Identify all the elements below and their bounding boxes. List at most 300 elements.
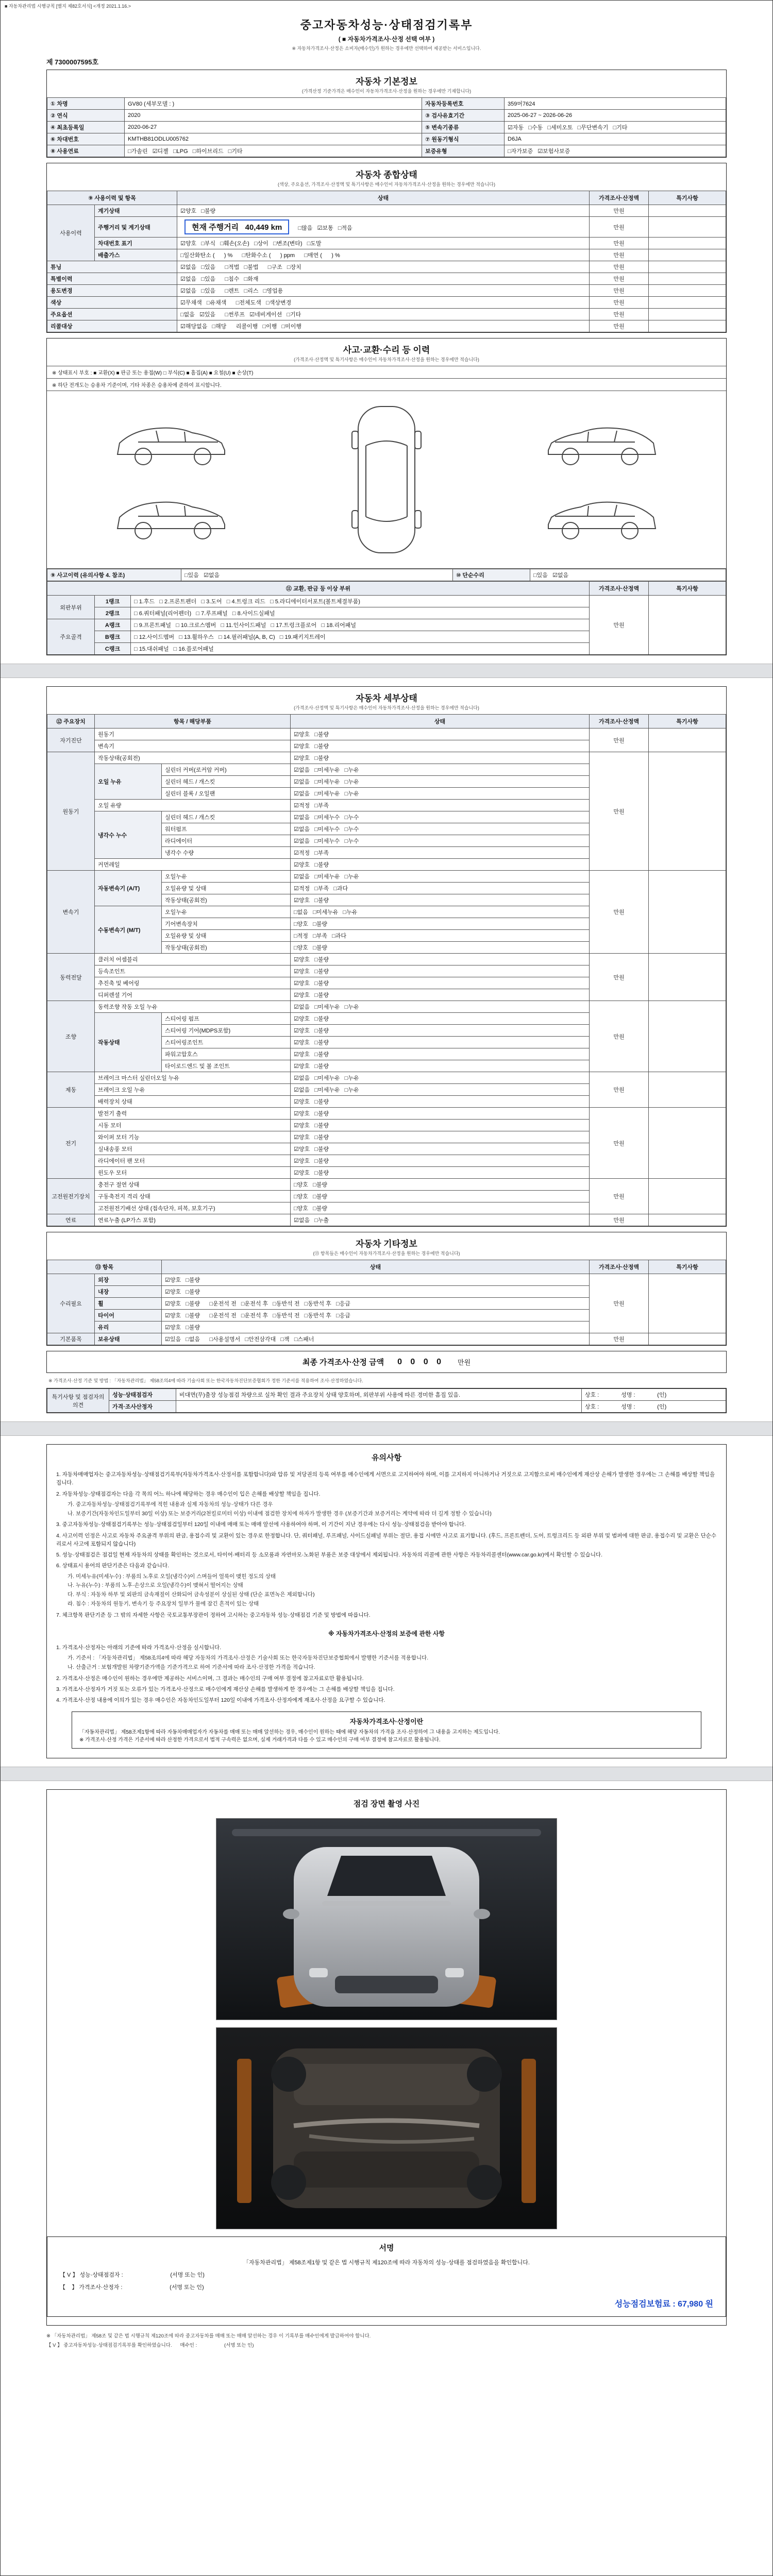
- current-mileage: 현재 주행거리 40,449 km: [184, 219, 289, 234]
- column-header: ⑫ 주요장치: [47, 715, 95, 728]
- misc-title: 자동차 기타정보: [356, 1239, 417, 1249]
- status-cell: ☑양호 □불량: [291, 728, 590, 740]
- price-cell: 만원: [590, 217, 649, 238]
- remark-cell: [649, 1179, 726, 1214]
- rank-label: C랭크: [95, 643, 131, 655]
- group-label: 원동기: [47, 752, 95, 871]
- part-label: 브레이크 오일 누유: [95, 1084, 291, 1096]
- column-header: 특기사항: [649, 1260, 726, 1274]
- part-label: 오일 유량: [95, 800, 291, 811]
- sub-group-label: 냉각수 누수: [95, 811, 162, 859]
- parts-list: □ 6.쿼터패널(리어펜더) □ 7.루프패널 □ 8.사이드실패널: [131, 607, 590, 619]
- table-header-row: [47, 582, 726, 596]
- row-label: 내장: [95, 1286, 162, 1298]
- field-value: □가솔린 ☑디젤 □LPG □하이브리드 □기타: [125, 145, 422, 157]
- misc-subtitle: (⑬ 항목들은 매수인이 자동차가격조사·산정을 원하는 경우에만 적습니다): [313, 1251, 460, 1256]
- status-cell: ☑양호 □불량: [291, 859, 590, 871]
- status-cell: ☑양호 □불량: [291, 1060, 590, 1072]
- overall-table: [47, 191, 726, 332]
- car-top-view-icon: [348, 402, 425, 557]
- notice-item: 3. 중고자동차성능·상태점검기록부는 성능·상태점검일부터 120일 이내에 매매 또는 매매 알선에 사용하여야 하며, 이 기간이 지난 경우에는 다시 성능·상태점검을 받아야 합니다.: [56, 1521, 466, 1528]
- price-cell: 만원: [590, 871, 649, 954]
- overall-subtitle: (색상, 주요옵션, 가격조사·산정액 및 특기사항은 매수인이 자동차가격조사·산정을 원하는 경우에만 적습니다): [277, 182, 496, 187]
- notice-item: 5. 성능·상태점검은 점검일 현재 자동차의 상태를 확인하는 것으로서, 타이어·배터리 등 소모품과 자연마모·노화된 부품은 보증 대상에서 제외됩니다. 자동차의 리콜에 관한 사항은 자동차리콜센터(www.car.go.kr)에서 확인할 수 있습니다.: [56, 1552, 603, 1558]
- status-cell: ☑없음 □미세누유 □누유: [291, 1072, 590, 1084]
- remark-cell: [649, 309, 726, 320]
- group-label: 수리필요: [47, 1274, 95, 1333]
- field-label: ② 연식: [47, 110, 125, 122]
- status-cell: □양호 □불량: [291, 918, 590, 930]
- column-header: 상태: [177, 191, 590, 205]
- table-header-row: [47, 191, 726, 205]
- part-label: 기어변속장치: [162, 918, 291, 930]
- status-cell: ☑양호 □불량: [291, 1131, 590, 1143]
- status-cell: □일산화탄소 ( ) % □탄화수소 ( ) ppm □매연 ( ) %: [177, 249, 590, 261]
- part-label: 실내송풍 모터: [95, 1143, 291, 1155]
- part-label: 워터펌프: [162, 823, 291, 835]
- row-label: 유리: [95, 1321, 162, 1333]
- table-row: [47, 98, 726, 110]
- price-cell: 만원: [590, 205, 649, 217]
- status-cell: ☑양호 □불량: [291, 1167, 590, 1179]
- table-row: [47, 1401, 726, 1413]
- remark-cell: [649, 217, 726, 238]
- inspection-photo-2: [216, 2027, 557, 2229]
- price-cell: 만원: [590, 728, 649, 752]
- price-cell: 만원: [590, 1072, 649, 1108]
- status-cell: ☑양호 □불량: [291, 752, 590, 764]
- part-label: 시동 모터: [95, 1120, 291, 1131]
- part-label: 타이로드엔드 및 볼 조인트: [162, 1060, 291, 1072]
- car-side-views-left: [107, 409, 236, 550]
- parts-list: □ 15.대쉬패널 □ 16.플로어패널: [131, 643, 590, 655]
- car-side-views-right: [537, 409, 666, 550]
- accident-flags-table: [47, 569, 726, 581]
- opinion-author-label: 성능·상태점검자: [109, 1389, 176, 1401]
- row-label: 휠: [95, 1298, 162, 1310]
- group-label: 기본품목: [47, 1333, 95, 1345]
- row-label: 주행거리 및 계기상태: [95, 217, 177, 238]
- parts-list: □ 1.후드 □ 2.프론트펜더 □ 3.도어 □ 4.트렁크 리드 □ 5.라디에이터서포트(볼트체결부품): [131, 596, 590, 607]
- table-row: [47, 1001, 726, 1013]
- rank-label: 1랭크: [95, 596, 131, 607]
- status-cell: ☑양호 □부식 □훼손(오손) □상이 □변조(변타) □도말: [177, 238, 590, 249]
- table-row: [47, 217, 726, 238]
- part-label: 실린더 블록 / 오일팬: [162, 788, 291, 800]
- part-label: 작동상태(공회전): [162, 942, 291, 954]
- status-cell: ☑없음 □미세누유 □누유: [291, 764, 590, 776]
- group-label: 변속기: [47, 871, 95, 954]
- part-label: 오일누유: [162, 871, 291, 883]
- status-cell: ☑없음 □미세누유 □누유: [291, 788, 590, 800]
- column-header: 특기사항: [649, 582, 726, 596]
- misc-info-table: [47, 1260, 726, 1345]
- parts-list: □ 9.프론트패널 □ 10.크로스멤버 □ 11.인사이드패널 □ 17.트렁크플로어 □ 18.리어패널: [131, 619, 590, 631]
- part-label: 추진축 및 베어링: [95, 977, 291, 989]
- status-cell: □있음 ☑없음: [530, 569, 726, 581]
- part-label: 연료누출 (LP가스 포함): [95, 1214, 291, 1226]
- accident-title: 사고·교환·수리 등 이력: [343, 345, 430, 355]
- section-detail-condition: [46, 686, 727, 1227]
- part-label: 변속기: [95, 740, 291, 752]
- row-label: 배출가스: [95, 249, 177, 261]
- table-row: [47, 871, 726, 883]
- field-value: GV80 (세부모델 : ): [125, 98, 422, 110]
- row-label: 용도변경: [47, 285, 177, 297]
- status-cell: ☑양호 □불량: [291, 1143, 590, 1155]
- group-label: 조향: [47, 1001, 95, 1072]
- row-label: 주요옵션: [47, 309, 177, 320]
- inspector-signature-line: 【 V 】 성능·상태점검자 : (서명 또는 인): [60, 2272, 205, 2279]
- row-label: ⑩ 단순수리: [453, 569, 530, 581]
- field-label: 보증유형: [422, 145, 505, 157]
- price-cell: 만원: [590, 1333, 649, 1345]
- page-title: 중고자동차성능·상태점검기록부: [300, 19, 473, 31]
- status-cell: ☑없음 □미세누유 □누유: [291, 1001, 590, 1013]
- status-cell: ☑없음 □미세누수 □누수: [291, 811, 590, 823]
- status-cell: ☑양호 □불량: [291, 1108, 590, 1120]
- price-cell: 만원: [590, 249, 649, 261]
- basic-info-table: [47, 97, 726, 157]
- notice-item: 2. 가격조사·산정은 매수인이 원하는 경우에만 제공하는 서비스이며, 그 결과는 매수인의 구매 여부 결정에 참고자료로만 활용됩니다.: [56, 1675, 364, 1682]
- remark-cell: [649, 728, 726, 752]
- status-cell: ☑양호 □불량: [291, 965, 590, 977]
- row-label: ⑨ 사고이력 (유의사항 4. 참조): [47, 569, 181, 581]
- price-cell: 만원: [590, 261, 649, 273]
- rank-label: 2랭크: [95, 607, 131, 619]
- state-symbol-legend: ※ 상태표시 부호 : ■ 교환(X) ■ 판금 또는 용접(W) □ 부식(C) ■ 흠집(A) ■ 요철(U) ■ 손상(T): [47, 366, 726, 379]
- part-label: 작동상태(공회전): [95, 752, 291, 764]
- table-row: [47, 110, 726, 122]
- group-label: 연료: [47, 1214, 95, 1226]
- price-cell: 만원: [590, 596, 649, 655]
- remark-cell: [649, 596, 726, 655]
- status-cell: □양호 □불량: [291, 1202, 590, 1214]
- group-label: 자기진단: [47, 728, 95, 752]
- detail-condition-table: [47, 714, 726, 1226]
- price-cell: 만원: [590, 1214, 649, 1226]
- column-header: 가격조사·산정액: [590, 191, 649, 205]
- field-label: ⑥ 차대번호: [47, 133, 125, 145]
- field-value: 2020: [125, 110, 422, 122]
- car-side-view-icon: [107, 409, 236, 476]
- remark-cell: [649, 1333, 726, 1345]
- part-label: 오일유량 및 상태: [162, 883, 291, 894]
- status-cell: ☑양호 □불량: [291, 977, 590, 989]
- accident-parts-table: [47, 581, 726, 655]
- column-header: 가격조사·산정액: [590, 1260, 649, 1274]
- table-row: [47, 309, 726, 320]
- field-value: 359머7624: [505, 98, 726, 110]
- status-cell: ☑없음 □미세누수 □누수: [291, 835, 590, 847]
- status-cell: □양호 □불량: [291, 1179, 590, 1191]
- part-label: 클러치 어셈블리: [95, 954, 291, 965]
- part-label: 발전기 출력: [95, 1108, 291, 1120]
- status-cell: ☑양호 □불량: [291, 740, 590, 752]
- table-header-row: [47, 1260, 726, 1274]
- car-side-view-icon: [537, 483, 666, 550]
- sub-group-label: 오일 누유: [95, 764, 162, 800]
- opinion-text: 비대면(무)출장 성능점검 차량으로 실차 확인 결과 주요장치 상태 양호하며, 외판부위 사용에 따른 경미한 흠집 있음.: [176, 1389, 582, 1401]
- column-header: 특기사항: [649, 715, 726, 728]
- notice-list: [56, 1470, 717, 1619]
- table-row: [47, 133, 726, 145]
- part-label: 라디에이터 팬 모터: [95, 1155, 291, 1167]
- notice-item: 1. 가격조사·산정자는 아래의 기준에 따라 가격조사·산정을 실시합니다.: [56, 1644, 222, 1651]
- row-label: 타이어: [95, 1310, 162, 1321]
- field-label: 자동차등록번호: [422, 98, 505, 110]
- part-label: 배력장치 상태: [95, 1096, 291, 1108]
- field-label: ① 차명: [47, 98, 125, 110]
- remark-cell: [649, 249, 726, 261]
- section-inspector-opinion: [46, 1388, 727, 1413]
- remark-cell: [649, 261, 726, 273]
- footer-line: 【 V 】 중고자동차성능·상태점검기록부를 확인하였습니다. 매수인 : (서명 또는 인): [46, 2343, 254, 2349]
- remark-cell: [649, 871, 726, 954]
- remark-cell: [649, 752, 726, 871]
- table-row: [47, 320, 726, 332]
- table-row: [47, 249, 726, 261]
- column-header: ⑪ 교환, 판금 등 이상 부위: [47, 582, 590, 596]
- status-cell: ☑양호 □불량: [291, 1120, 590, 1131]
- section-inspection-photos: [46, 1789, 727, 2326]
- remark-cell: [649, 297, 726, 309]
- final-price-bar: [46, 1351, 727, 1373]
- status-cell: ☑없음 □미세누유 □누유: [291, 871, 590, 883]
- status-cell: ☑없음 □있음 □렌트 □리스 □영업용: [177, 285, 590, 297]
- opinion-table: [47, 1388, 726, 1413]
- status-cell: 현재 주행거리 40,449 km □많음 ☑보통 □적음: [177, 217, 590, 238]
- status-cell: ☑양호 □불량: [291, 1155, 590, 1167]
- sub-group-label: 작동상태: [95, 1013, 162, 1072]
- field-value: D6JA: [505, 133, 726, 145]
- row-label: 차대번호 표기: [95, 238, 177, 249]
- notice-item: 2. 자동차성능·상태점검자는 다음 각 목의 어느 하나에 해당하는 경우 매수인이 입은 손해를 배상할 책임을 집니다.: [56, 1490, 321, 1497]
- price-cell: 만원: [590, 297, 649, 309]
- part-label: 실린더 헤드 / 개스킷: [162, 811, 291, 823]
- status-cell: ☑양호 □불량: [291, 954, 590, 965]
- part-label: 실린더 헤드 / 개스킷: [162, 776, 291, 788]
- table-row: [47, 728, 726, 740]
- price-cell: 만원: [590, 752, 649, 871]
- notice-subitem: 라. 침수 : 자동차의 원동기, 변속기 등 주요장치 일부가 물에 잠긴 흔적이 있는 상태: [68, 1600, 259, 1607]
- rank-label: A랭크: [95, 619, 131, 631]
- part-label: 구동축전지 격리 상태: [95, 1191, 291, 1202]
- status-cell: ☑적정 □부족: [291, 800, 590, 811]
- column-header: ⑨ 사용이력 및 항목: [47, 191, 177, 205]
- price-cell: 만원: [590, 320, 649, 332]
- table-row: [47, 261, 726, 273]
- group-label: 외판부위: [47, 596, 95, 619]
- part-label: 실린더 커버(로커암 커버): [162, 764, 291, 776]
- row-label: 리콜대상: [47, 320, 177, 332]
- field-label: ④ 최초등록일: [47, 122, 125, 133]
- table-row: [47, 1108, 726, 1120]
- part-label: 커먼레일: [95, 859, 291, 871]
- status-cell: ☑없음 □미세누수 □누수: [291, 823, 590, 835]
- column-header: 상태: [162, 1260, 590, 1274]
- section-separator: [1, 664, 772, 678]
- remark-cell: [649, 285, 726, 297]
- row-label: 계기상태: [95, 205, 177, 217]
- notice-title: 유의사항: [372, 1453, 401, 1462]
- column-header: 가격조사·산정액: [590, 582, 649, 596]
- final-price-amount: 0 0 0 0: [397, 1357, 445, 1366]
- part-label: 동력조향 작동 오일 누유: [95, 1001, 291, 1013]
- notice-item: 4. 가격조사·산정 내용에 이의가 있는 경우 매수인은 자동차인도일부터 120일 이내에 가격조사·산정자에게 재조사·산정을 요구할 수 있습니다.: [56, 1697, 385, 1704]
- field-label: ③ 검사유효기간: [422, 110, 505, 122]
- row-label: 외장: [95, 1274, 162, 1286]
- detail-title: 자동차 세부상태: [356, 693, 417, 703]
- overall-title: 자동차 종합상태: [356, 170, 417, 180]
- part-label: 브레이크 마스터 실린더오일 누유: [95, 1072, 291, 1084]
- status-cell: ☑양호 □불량: [291, 1037, 590, 1048]
- status-cell: ☑양호 □불량 □운전석 전 □운전석 후 □동반석 전 □동반석 후 □응급: [162, 1298, 590, 1310]
- part-label: 스티어링조인트: [162, 1037, 291, 1048]
- status-cell: □없음 ☑있음 □썬루프 ☑네비게이션 □기타: [177, 309, 590, 320]
- remark-cell: [649, 238, 726, 249]
- status-cell: ☑적정 □부족 □과다: [291, 883, 590, 894]
- status-cell: ☑양호 □불량: [162, 1321, 590, 1333]
- notice-subitem: 나. 보증기간(자동차인도일부터 30일 이상) 또는 보증거리(2천킬로미터 이상) 이내에 점검한 장치에 하자가 발생한 경우 (보증기간과 보증거리는 계약에 따라 더 길게 정할 수 있습니다): [68, 1510, 492, 1517]
- photos-title: 점검 장면 촬영 사진: [353, 1800, 420, 1809]
- part-label: 고전원전기배선 상태 (접속단자, 피복, 보호기구): [95, 1202, 291, 1214]
- status-cell: ☑양호 □불량: [162, 1274, 590, 1286]
- signature-title: 서명: [379, 2244, 394, 2253]
- inspection-insurance-fee: 성능점검보험료 : 67,980 원: [614, 2300, 713, 2309]
- parts-list: □ 12.사이드멤버 □ 13.휠하우스 □ 14.필러패널(A, B, C) □ 19.패키지트레이: [131, 631, 590, 643]
- sub-group-label: 수동변속기 (M/T): [95, 906, 162, 954]
- status-cell: ☑양호 □불량: [177, 205, 590, 217]
- status-cell: □적정 □부족 □과다: [291, 930, 590, 942]
- field-value: □자가보증 ☑보험사보증: [505, 145, 726, 157]
- section-separator: [1, 1767, 772, 1781]
- notice-subitem: 나. 누유(누수) : 부품의 노후·손상으로 오일(냉각수)이 맺혀서 떨어지는 상태: [68, 1582, 243, 1589]
- part-label: 원동기: [95, 728, 291, 740]
- table-header-row: [47, 715, 726, 728]
- document-footer: [46, 2326, 727, 2359]
- notice-item: 1. 자동차매매업자는 중고자동차성능·상태점검기록부(자동차가격조사·산정서를 포함합니다)와 압류 및 저당권의 등록 여부를 매수인에게 서면으로 고지하여야 하며, 이를 고지하지 아니하거나 거짓으로 고지함으로써 매수인에게 재산상 손해가 발생한 경우에는 그 손해를 배상할 책임을 집니다.: [56, 1471, 715, 1486]
- notice-item: 7. 체크항목 판단기준 등 그 밖의 자세한 사항은 국토교통부장관이 정하여 고시하는 중고자동차 성능·상태점검 기준 및 방법에 따릅니다.: [56, 1612, 371, 1618]
- row-label: 튜닝: [47, 261, 177, 273]
- status-cell: ☑없음 □미세누유 □누유: [291, 776, 590, 788]
- part-label: 디퍼렌셜 기어: [95, 989, 291, 1001]
- table-row: [47, 569, 726, 581]
- status-cell: ☑있음 □없음 □사용설명서 □안전삼각대 □잭 □스패너: [162, 1333, 590, 1345]
- table-row: [47, 596, 726, 607]
- appraiser-signature-line: 【 】 가격조사·산정자 : (서명 또는 인): [60, 2284, 204, 2291]
- table-row: [47, 238, 726, 249]
- part-label: 스티어링 펌프: [162, 1013, 291, 1025]
- price-cell: 만원: [590, 238, 649, 249]
- status-cell: ☑없음 □누출: [291, 1214, 590, 1226]
- appraisal-definition-line: 「자동차관리법」 제58조제1항에 따라 자동차매매업자가 자동차를 매매 또는 매매 알선하는 경우, 매수인이 원하는 때에 해당 자동차의 가격을 조사·산정하여 그 내용을 고지하는 제도입니다.: [79, 1730, 500, 1736]
- notice-item: 3. 가격조사·산정자가 거짓 또는 오류가 있는 가격조사·산정으로 매수인에게 재산상 손해를 발생하게 한 경우에는 그 손해를 배상할 책임을 집니다.: [56, 1686, 395, 1692]
- appraisal-definition-line: ※ 가격조사·산정 가격은 기준서에 따라 산정한 가격으로서 법적 구속력은 없으며, 실제 거래가격과 다를 수 있고 매수인의 구매 여부 결정에 참고자료로 활용됩니다.: [79, 1737, 441, 1743]
- car-side-view-icon: [107, 483, 236, 550]
- column-header: 항목 / 해당부품: [95, 715, 291, 728]
- column-header: 가격조사·산정액: [590, 715, 649, 728]
- field-label: ⑧ 사용연료: [47, 145, 125, 157]
- part-label: 충전구 절연 상태: [95, 1179, 291, 1191]
- opinion-label: 특기사항 및 점검자의 의견: [47, 1389, 109, 1413]
- table-row: [47, 1333, 726, 1345]
- status-cell: ☑양호 □불량: [291, 1096, 590, 1108]
- footer-line: ※ 「자동차관리법」 제58조 및 같은 법 시행규칙 제120조에 따라 중고자동차를 매매 또는 매매 알선하는 경우 이 기록부를 매수인에게 발급하여야 합니다.: [46, 2333, 371, 2340]
- signature-statement: 「자동차관리법」 제58조제1항 및 같은 법 시행규칙 제120조에 따라 자동차의 성능·상태를 점검하였음을 확인합니다.: [243, 2260, 530, 2266]
- remark-cell: [649, 273, 726, 285]
- status-cell: □양호 □불량: [291, 1191, 590, 1202]
- status-cell: □없음 □미세누유 □누유: [291, 906, 590, 918]
- table-row: [47, 954, 726, 965]
- section-misc-info: [46, 1232, 727, 1346]
- column-header: 상태: [291, 715, 590, 728]
- field-label: ⑦ 원동기형식: [422, 133, 505, 145]
- notice-item: 4. 사고이력 인정은 사고로 자동차 주요골격 부위의 판금, 용접수리 및 교환이 있는 경우로 한정합니다. 단, 쿼터패널, 루프패널, 사이드실패널 부위는 절단, 용접 시에만 사고로 표기합니다. (후드, 프론트펜더, 도어, 트렁크리드 등 외판 부위 및 범퍼에 대한 판금, 용접수리 및 교환은 단순수리로서 사고에 포함되지 않습니다): [56, 1532, 717, 1547]
- detail-subtitle: (가격조사·산정액 및 특기사항은 매수인이 자동차가격조사·산정을 원하는 경우에만 적습니다): [294, 705, 479, 710]
- table-row: [47, 297, 726, 309]
- row-label: 보유상태: [95, 1333, 162, 1345]
- accident-subtitle: (가격조사·산정액 및 특기사항은 매수인이 자동차가격조사·산정을 원하는 경우에만 적습니다): [294, 357, 479, 362]
- opinion-text: [176, 1401, 582, 1413]
- price-cell: 만원: [590, 285, 649, 297]
- table-row: [47, 1214, 726, 1226]
- table-row: [47, 205, 726, 217]
- status-cell: ☑양호 □불량 □운전석 전 □운전석 후 □동반석 전 □동반석 후 □응급: [162, 1310, 590, 1321]
- table-row: [47, 752, 726, 764]
- status-cell: ☑양호 □불량: [291, 894, 590, 906]
- status-cell: □있음 ☑없음: [181, 569, 453, 581]
- part-label: 파워고압호스: [162, 1048, 291, 1060]
- status-cell: □양호 □불량: [291, 942, 590, 954]
- appraisal-definition-title: 자동차가격조사·산정이란: [349, 1718, 424, 1726]
- price-cell: 만원: [590, 954, 649, 1001]
- part-label: 스티어링 기어(MDPS포함): [162, 1025, 291, 1037]
- group-label: 동력전달: [47, 954, 95, 1001]
- column-header: ⑬ 항목: [47, 1260, 162, 1274]
- section-accident-history: [46, 338, 727, 655]
- notice-subitem: 다. 부식 : 자동차 하부 및 외판의 금속재질이 산화되어 금속성분이 상실된 상태 (단순 표면녹은 제외합니다): [68, 1591, 315, 1598]
- remark-cell: [649, 1072, 726, 1108]
- part-label: 오일유량 및 상태: [162, 930, 291, 942]
- usage-history-label: 사용이력: [47, 205, 95, 261]
- group-label: 제동: [47, 1072, 95, 1108]
- section-basic-info: [46, 70, 727, 158]
- final-price-unit: 만원: [458, 1359, 471, 1366]
- appraisal-definition-box: [72, 1711, 701, 1749]
- notice-subitem: 가. 중고자동차성능·상태점검기록부에 적힌 내용과 실제 자동차의 성능·상태가 다른 경우: [68, 1501, 273, 1507]
- table-row: [47, 1274, 726, 1286]
- status-cell: ☑양호 □불량: [291, 1048, 590, 1060]
- part-label: 와이퍼 모터 기능: [95, 1131, 291, 1143]
- diagram-note: ※ 하단 전개도는 승용차 기준이며, 기타 차종은 승용차에 준하여 표시합니다.: [47, 379, 726, 391]
- remark-cell: [649, 320, 726, 332]
- column-header: 특기사항: [649, 191, 726, 205]
- notice-subitem: 나. 산출근거 : 보험개발원 차량기준가액을 기준가격으로 하여 기준서에 따라 조사·산정한 가격을 적습니다.: [68, 1664, 315, 1670]
- group-label: 전기: [47, 1108, 95, 1179]
- table-row: [47, 1179, 726, 1191]
- status-cell: ☑없음 □있음 □적법 □불법 □구조 □장치: [177, 261, 590, 273]
- field-value: KMTHB81ODLU005762: [125, 133, 422, 145]
- sub-group-label: 자동변속기 (A/T): [95, 871, 162, 906]
- section-separator: [1, 1421, 772, 1436]
- rank-label: B랭크: [95, 631, 131, 643]
- inspection-photo-1: [216, 1818, 557, 2020]
- part-label: 윈도우 모터: [95, 1167, 291, 1179]
- form-reference: ■ 자동차관리법 시행규칙 [별지 제82호서식] <개정 2021.1.16.>: [5, 4, 131, 9]
- table-row: [47, 285, 726, 297]
- table-row: [47, 122, 726, 133]
